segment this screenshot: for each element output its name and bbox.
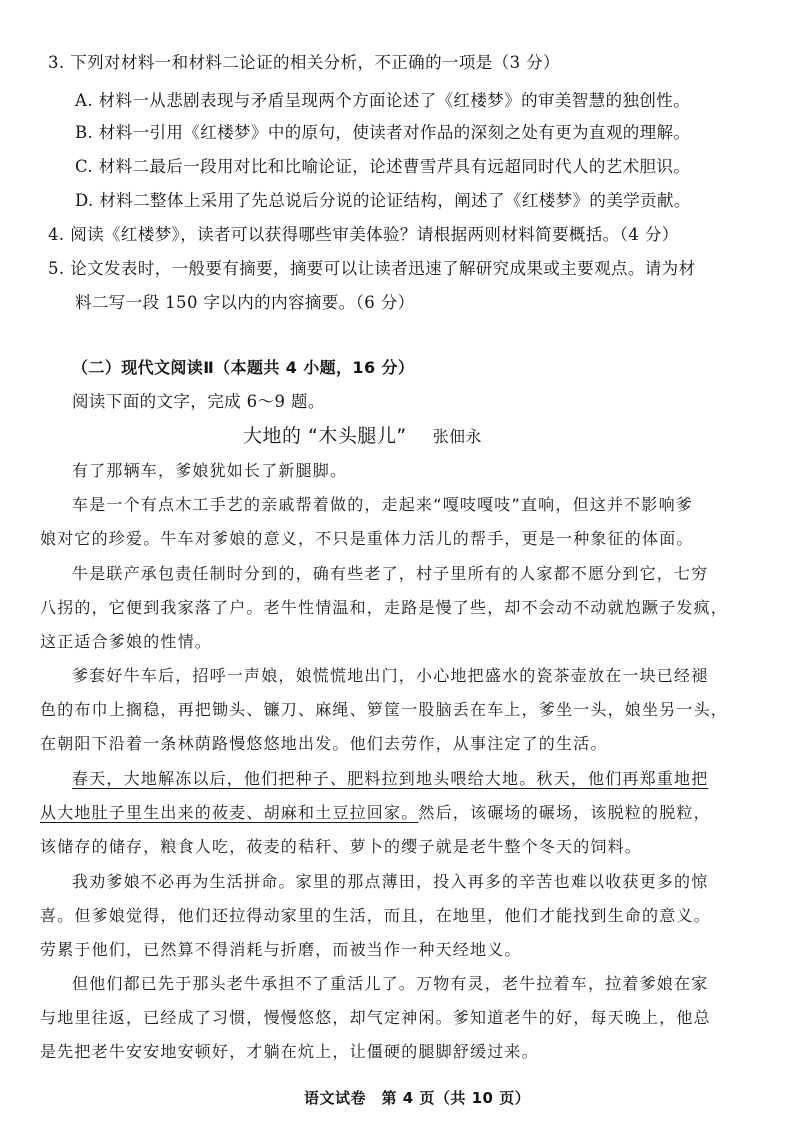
section-instruction: 阅读下面的文字，完成 6～9 题。	[72, 392, 325, 411]
article-line: 喜。但爹娘觉得，他们还拉得动家里的生活，而且，在地里，他们才能找到生命的意义。	[40, 906, 711, 925]
section-heading: （二）现代文阅读Ⅱ（本题共 4 小题，16 分）	[72, 358, 415, 377]
plain-text: 然后，该碾场的碾场，该脱粒的脱粒，	[418, 803, 711, 822]
article-line-partially-underlined	[40, 801, 711, 825]
question-3-option-a: A. 材料一从悲剧表现与矛盾呈现两个方面论述了《红楼梦》的审美智慧的独创性。	[75, 91, 691, 110]
question-5-line-1: 5. 论文发表时，一般要有摘要，摘要可以让读者迅速了解研究成果或主要观点。请为材	[48, 259, 696, 278]
underlined-text: 从大地肚子里生出来的莜麦、胡麻和土豆拉回家。	[40, 803, 419, 822]
question-3-option-c: C. 材料二最后一段用对比和比喻论证，论述曹雪芹具有远超同时代人的艺术胆识。	[75, 157, 691, 176]
article-line: 娘对它的珍爱。牛车对爹娘的意义，不只是重体力活儿的帮手，更是一种象征的体面。	[40, 529, 694, 548]
article-author: 张佃永	[432, 427, 482, 446]
article-line: 与地里往返，已经成了习惯，慢慢悠悠，却气定神闲。爹知道老牛的好，每天晚上，他总	[40, 1008, 711, 1027]
article-line: 八拐的，它便到我家落了户。老牛性情温和，走路是慢了些，却不会动不动就尥蹶子发疯，	[40, 598, 729, 617]
question-5-line-2: 料二写一段 150 字以内的内容摘要。（6 分）	[75, 293, 415, 312]
article-line: 劳累于他们，已然算不得消耗与折磨，而被当作一种天经地义。	[40, 940, 522, 959]
page-footer: 语文试卷 第 4 页（共 10 页）	[304, 1089, 531, 1107]
question-3-option-d: D. 材料二整体上采用了先总说后分说的论证结构，阐述了《红楼梦》的美学贡献。	[75, 191, 691, 210]
article-line: 是先把老牛安安地安顿好，才躺在炕上，让僵硬的腿脚舒缓过来。	[40, 1042, 539, 1061]
article-line: 色的布巾上搁稳，再把锄头、镰刀、麻绳、箩筐一股脑丢在车上，爹坐一头，娘坐另一头，	[40, 700, 729, 719]
article-line: 这正适合爹娘的性情。	[40, 632, 213, 651]
article-title: 大地的 “木头腿儿”	[243, 425, 407, 447]
question-3-option-b: B. 材料一引用《红楼梦》中的原句，使读者对作品的深刻之处有更为直观的理解。	[75, 123, 691, 142]
article-line: 但他们都已先于那头老牛承担不了重活儿了。万物有灵，老牛拉着车，拉着爹娘在家	[72, 974, 709, 993]
question-4: 4. 阅读《红楼梦》，读者可以获得哪些审美体验？请根据两则材料简要概括。（4 分）	[48, 225, 679, 244]
article-line: 牛是联产承包责任制时分到的，确有些老了，村子里所有的人家都不愿分到它，七穷	[72, 564, 709, 583]
article-header	[243, 424, 482, 449]
article-line: 我劝爹娘不必再为生活拼命。家里的那点薄田，投入再多的辛苦也难以收获更多的惊	[72, 872, 709, 891]
article-line: 车是一个有点木工手艺的亲戚帮着做的，走起来“嘎吱嘎吱”直响，但这并不影响爹	[72, 495, 693, 514]
article-line-underlined: 春天，大地解冻以后，他们把种子、肥料拉到地头喂给大地。秋天，他们再郑重地把	[72, 769, 709, 788]
article-line: 在朝阳下沿着一条林荫路慢悠悠地出发。他们去劳作，从事注定了的生活。	[40, 734, 608, 753]
article-line: 该储存的储存，粮食人吃，莜麦的秸秆、萝卜的缨子就是老牛整个冬天的饲料。	[40, 837, 643, 856]
article-line: 爹套好牛车后，招呼一声娘，娘慌慌地出门，小心地把盛水的瓷茶壶放在一块已经褪	[72, 666, 709, 685]
article-line: 有了那辆车，爹娘犹如长了新腿脚。	[72, 461, 348, 480]
question-3-stem: 3. 下列对材料一和材料二论证的相关分析，不正确的一项是（3 分）	[48, 53, 560, 72]
